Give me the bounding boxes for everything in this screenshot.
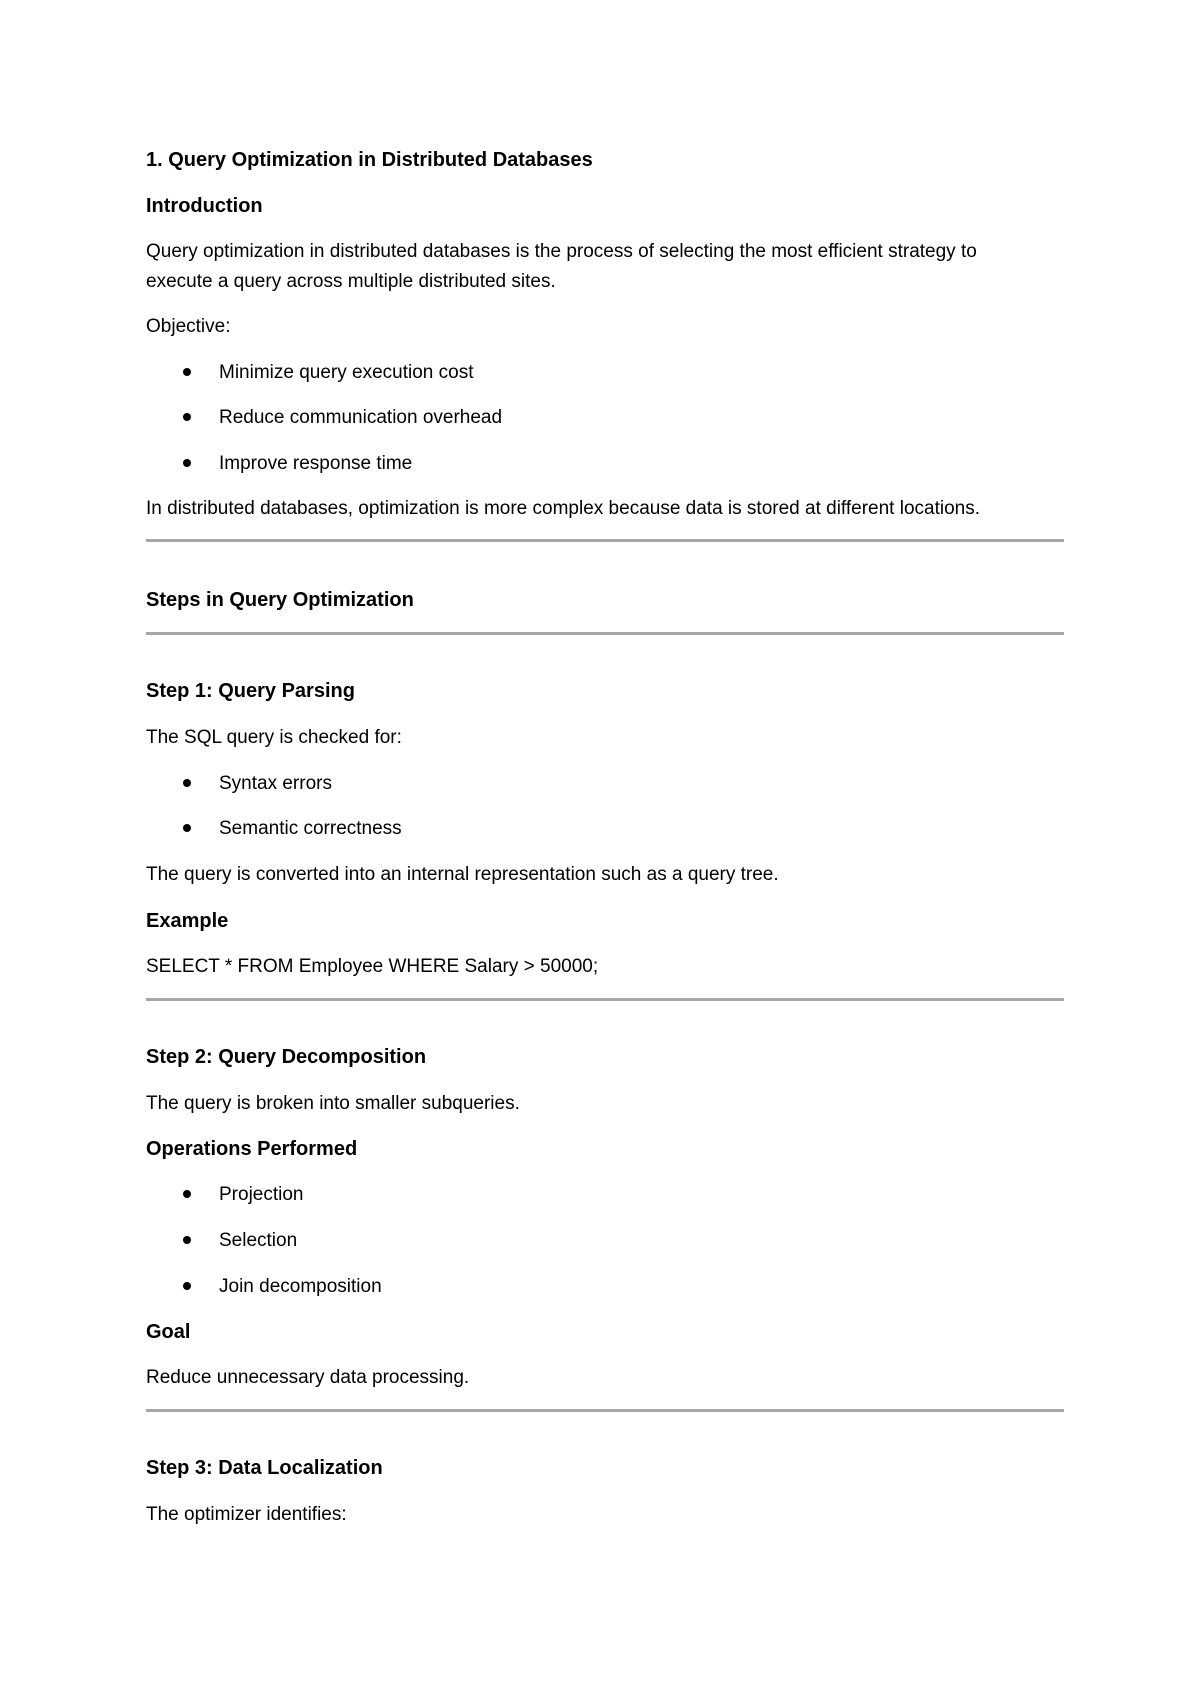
bullet-icon (183, 368, 191, 376)
horizontal-rule (146, 632, 1064, 635)
intro-heading: Introduction (146, 195, 263, 217)
step1-note: The query is converted into an internal representation such as a query tree. (146, 864, 779, 885)
bullet-icon (183, 1282, 191, 1290)
bullet-icon (183, 459, 191, 467)
list-item: Join decomposition (219, 1276, 382, 1297)
bullet-icon (183, 413, 191, 421)
document-title: 1. Query Optimization in Distributed Databases (146, 149, 593, 171)
list-item: Syntax errors (219, 773, 332, 794)
step3-heading: Step 3: Data Localization (146, 1457, 383, 1479)
objective-label: Objective: (146, 316, 231, 337)
list-item: Selection (219, 1230, 298, 1251)
step1-lead: The SQL query is checked for: (146, 727, 402, 748)
example-heading: Example (146, 910, 229, 932)
horizontal-rule (146, 1409, 1064, 1412)
bullet-icon (183, 779, 191, 787)
horizontal-rule (146, 539, 1064, 542)
step2-lead: The query is broken into smaller subqueries. (146, 1093, 520, 1114)
bullet-icon (183, 824, 191, 832)
list-item: Projection (219, 1184, 304, 1205)
bullet-icon (183, 1190, 191, 1198)
list-item: Improve response time (219, 453, 413, 474)
step2-heading: Step 2: Query Decomposition (146, 1046, 427, 1068)
example-sql: SELECT * FROM Employee WHERE Salary > 50000; (146, 956, 599, 977)
operations-heading: Operations Performed (146, 1138, 358, 1160)
list-item: Reduce communication overhead (219, 407, 503, 428)
goal-text: Reduce unnecessary data processing. (146, 1367, 470, 1388)
intro-paragraph-line-2: execute a query across multiple distributed sites. (146, 271, 556, 292)
step3-lead: The optimizer identifies: (146, 1504, 347, 1525)
goal-heading: Goal (146, 1321, 191, 1343)
steps-heading: Steps in Query Optimization (146, 589, 414, 611)
step1-heading: Step 1: Query Parsing (146, 680, 355, 702)
intro-paragraph-line-1: Query optimization in distributed databases is the process of selecting the most efficient strategy to (146, 241, 977, 262)
bullet-icon (183, 1236, 191, 1244)
complexity-note: In distributed databases, optimization is more complex because data is stored at different locations. (146, 498, 980, 519)
list-item: Minimize query execution cost (219, 362, 474, 383)
list-item: Semantic correctness (219, 818, 402, 839)
horizontal-rule (146, 998, 1064, 1001)
